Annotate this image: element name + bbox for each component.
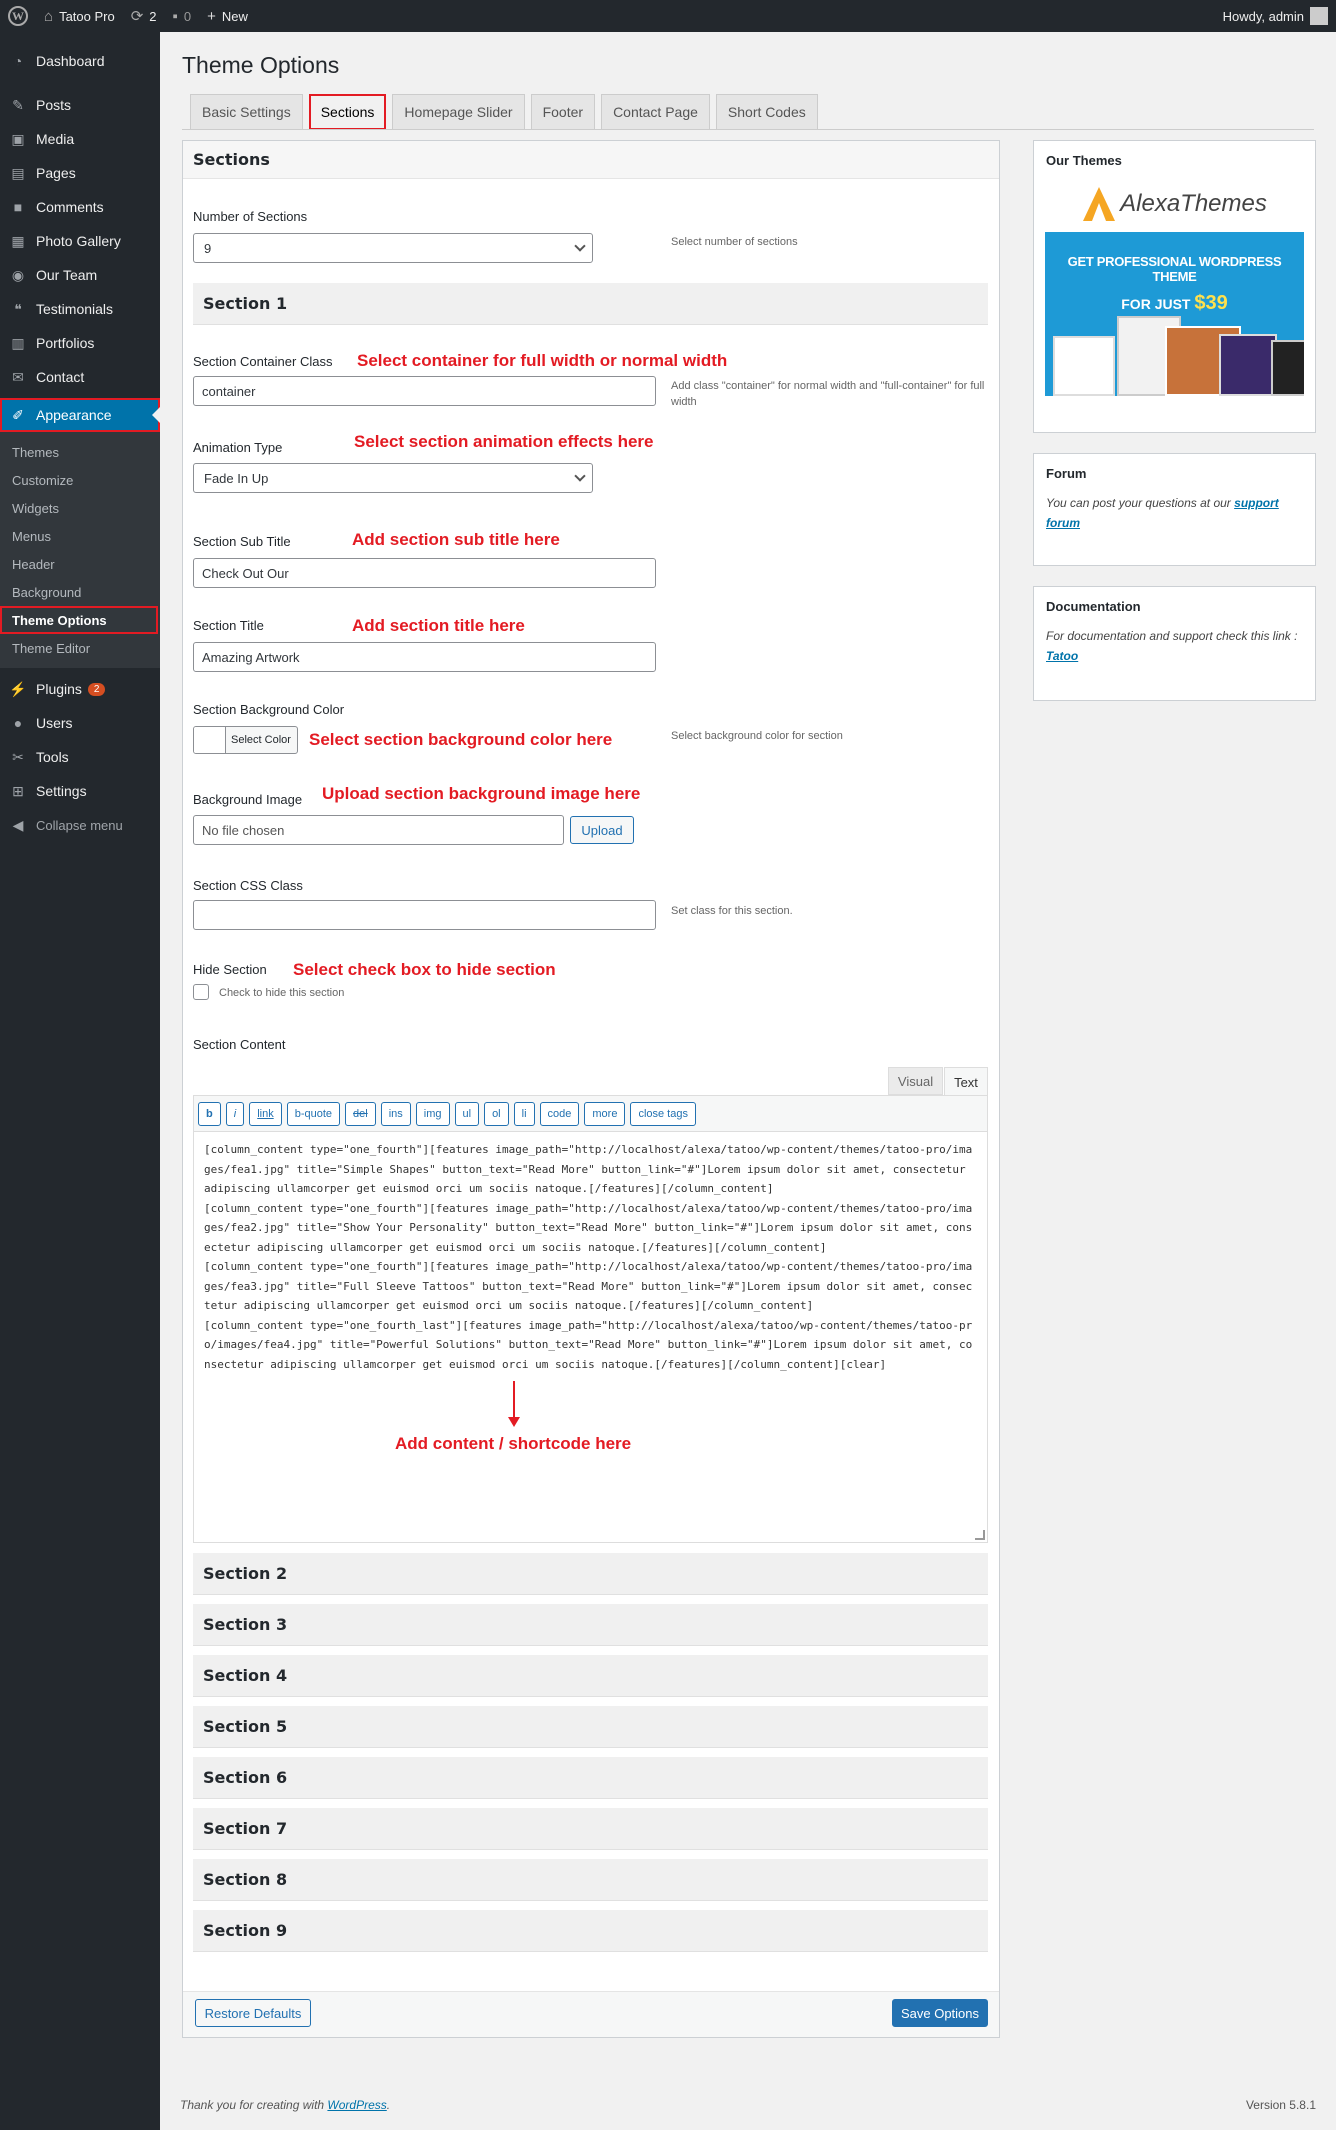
our-themes-widget (1033, 140, 1316, 433)
title-annotation: Add section title here (352, 616, 525, 635)
menu-label: Settings (36, 783, 87, 799)
admin-sidebar (0, 32, 160, 2130)
visual-tab[interactable]: Visual (888, 1067, 943, 1095)
submenu-widgets[interactable]: Widgets (12, 500, 59, 516)
menu-tools[interactable] (0, 740, 160, 774)
avatar (1310, 7, 1328, 25)
hide-section-label: Hide Section (193, 962, 267, 977)
text-tab[interactable]: Text (944, 1067, 988, 1096)
qt-link-button[interactable]: link (249, 1102, 282, 1126)
section-content-label: Section Content (193, 1037, 286, 1052)
documentation-title: Documentation (1046, 599, 1141, 614)
tab-basic-settings[interactable]: Basic Settings (190, 94, 303, 130)
menu-our-team[interactable] (0, 258, 160, 292)
menu-label: Dashboard (36, 53, 105, 69)
mail-icon: ✉ (12, 368, 24, 385)
menu-contact[interactable] (0, 360, 160, 394)
footer-version: Version 5.8.1 (1245, 2098, 1316, 2112)
forum-widget (1033, 453, 1316, 566)
tab-short-codes[interactable]: Short Codes (716, 94, 818, 130)
css-class-input[interactable] (193, 900, 656, 930)
qt-more-button[interactable]: more (584, 1102, 625, 1126)
menu-label: Our Team (36, 267, 98, 283)
subtitle-annotation: Add section sub title here (352, 530, 560, 549)
user-icon: ● (13, 715, 23, 731)
admin-bar (0, 0, 1336, 32)
bg-color-label: Section Background Color (193, 702, 345, 717)
sections-panel (182, 140, 1000, 2038)
chevron-down-icon (574, 470, 585, 481)
promo-headline: GET PROFESSIONAL WORDPRESS THEME (1067, 254, 1282, 284)
new-label: New (221, 8, 248, 24)
container-help: Add class "container" for normal width and "full-container" for full width (671, 380, 985, 408)
menu-label: Media (36, 131, 75, 147)
qt-bold-button[interactable]: b (198, 1102, 221, 1126)
footer-thanks-text: Thank you for creating with (180, 2098, 325, 2112)
plugin-icon: ⚡ (9, 680, 27, 697)
plugins-badge: 2 (88, 683, 106, 696)
promo-banner[interactable] (1045, 232, 1304, 396)
wordpress-link[interactable]: WordPress (327, 2098, 387, 2112)
bg-image-label: Background Image (193, 792, 303, 807)
qt-code-button[interactable]: code (540, 1102, 580, 1126)
menu-label: Users (36, 715, 73, 731)
panel-title: Sections (183, 141, 999, 179)
animation-annotation: Select section animation effects here (354, 432, 654, 451)
submenu-background[interactable]: Background (12, 584, 82, 600)
section-7-header[interactable]: Section 7 (193, 1808, 988, 1850)
num-sections-help: Select number of sections (671, 236, 798, 248)
section-1-header[interactable]: Section 1 (193, 283, 988, 325)
wrench-icon: ✂ (12, 748, 24, 765)
bg-image-annotation: Upload section background image here (322, 784, 641, 803)
submenu-theme-options[interactable]: Theme Options (0, 606, 158, 634)
section-8-header[interactable]: Section 8 (193, 1859, 988, 1901)
animation-select[interactable] (193, 463, 593, 493)
chevron-down-icon (574, 240, 585, 251)
quicktags-toolbar (194, 1096, 987, 1132)
container-input[interactable]: container (193, 376, 656, 406)
arrow-down-icon (508, 1417, 520, 1427)
section-4-header[interactable]: Section 4 (193, 1655, 988, 1697)
media-icon: ▣ (11, 130, 25, 147)
collapse-menu-button[interactable] (0, 808, 160, 842)
menu-dashboard[interactable] (0, 44, 160, 78)
menu-label: Posts (36, 97, 72, 113)
select-value: Fade In Up (204, 470, 269, 486)
arrow-line-icon (513, 1381, 515, 1419)
our-themes-title: Our Themes (1046, 153, 1122, 168)
qt-ul-button[interactable]: ul (455, 1102, 480, 1126)
menu-appearance[interactable] (0, 398, 160, 432)
save-options-button[interactable]: Save Options (892, 1999, 988, 2027)
color-picker-button[interactable] (193, 726, 298, 754)
editor-container (193, 1095, 988, 1543)
menu-testimonials[interactable] (0, 292, 160, 326)
menu-posts[interactable] (0, 88, 160, 122)
menu-label: Testimonials (36, 301, 114, 317)
menu-label: Contact (36, 369, 85, 385)
menu-label: Plugins (36, 681, 82, 697)
qt-del-button[interactable]: del (345, 1102, 376, 1126)
theme-preview-1 (1053, 336, 1115, 396)
file-path-input[interactable]: No file chosen (193, 815, 564, 845)
forum-title: Forum (1046, 466, 1087, 481)
support-forum-link[interactable]: support forum (1046, 496, 1279, 530)
menu-photo-gallery[interactable] (0, 224, 160, 258)
comment-icon: ■ (13, 199, 23, 215)
promo-price: $39 (1194, 292, 1228, 314)
menu-users[interactable] (0, 706, 160, 740)
refresh-icon: ⟳ (130, 8, 144, 25)
home-icon: ⌂ (44, 7, 54, 25)
num-sections-label: Number of Sections (193, 209, 308, 224)
forum-description: You can post your questions at our (1046, 496, 1231, 510)
theme-preview-5 (1271, 340, 1304, 396)
css-class-label: Section CSS Class (193, 878, 303, 893)
hide-section-check-label: Check to hide this section (219, 987, 345, 999)
site-name: Tatoo Pro (59, 8, 115, 24)
menu-media[interactable] (0, 122, 160, 156)
restore-defaults-button[interactable]: Restore Defaults (195, 1999, 311, 2027)
upload-button[interactable]: Upload (570, 816, 634, 844)
account-menu[interactable] (1223, 7, 1336, 25)
pin-icon: ✎ (12, 96, 24, 113)
subtitle-input[interactable]: Check Out Our (193, 558, 656, 588)
menu-comments[interactable] (0, 190, 160, 224)
qt-italic-button[interactable]: i (226, 1102, 244, 1126)
select-value: 9 (204, 240, 212, 256)
settings-icon: ⊞ (12, 782, 24, 799)
documentation-widget (1033, 586, 1316, 701)
menu-label: Collapse menu (36, 817, 123, 833)
footer-thanks: Thank you for creating with WordPress. (180, 2098, 391, 2112)
section-9-header[interactable]: Section 9 (193, 1910, 988, 1952)
content-textarea[interactable]: [column_content type="one_fourth"][features image_path="http://localhost/alexa/tatoo/wp-content/themes/tatoo-pro/images/fea1.jpg" title="Simple Shapes" button_text="Read More" button_link="#"]Lorem ipsum dolor sit amet, consectetur adipiscing ullamcorper get euismod orci um sociis natoque.[/features][/column_content] [column_content type="one_fourth"][features image_path="http://localhost/alexa/tatoo/wp-content/themes/tatoo-pro/images/fea2.jpg" title="Show Your Personality" button_text="Read More" button_link="#"]Lorem ipsum dolor sit amet, consectetur adipiscing ullamcorper get euismod orci um sociis natoque.[/features][/column_content] [column_content type="one_fourth"][features image_path="http://localhost/alexa/tatoo/wp-content/themes/tatoo-pro/images/fea3.jpg" title="Full Sleeve Tattoos" button_text="Read More" button_link="#"]Lorem ipsum dolor sit amet, consectetur adipiscing ullamcorper get euismod orci um sociis natoque.[/features][/column_content] [column_content type="one_fourth_last"][features image_path="http://localhost/alexa/tatoo/wp-content/themes/tatoo-pro/images/fea4.jpg" title="Powerful Solutions" button_text="Read More" button_link="#"]Lorem ipsum dolor sit amet, consectetur adipiscing ullamcorper get euismod orci um sociis natoque.[/features][/column_content][clear] (204, 1143, 973, 1371)
updates-count: 2 (149, 8, 157, 24)
menu-label: Appearance (36, 407, 112, 423)
comments-link[interactable] (165, 0, 200, 32)
title-input[interactable]: Amazing Artwork (193, 642, 656, 672)
hide-section-checkbox[interactable] (193, 984, 209, 1000)
animation-label: Animation Type (193, 440, 283, 455)
submenu-theme-editor[interactable]: Theme Editor (12, 640, 91, 656)
site-name-link[interactable] (36, 0, 123, 32)
tab-footer[interactable]: Footer (531, 94, 595, 130)
tatoo-doc-link[interactable]: Tatoo (1046, 649, 1079, 663)
hide-section-annotation: Select check box to hide section (293, 960, 556, 979)
qt-ol-button[interactable]: ol (484, 1102, 509, 1126)
page-title: Theme Options (182, 52, 340, 78)
tab-sections[interactable]: Sections (309, 94, 387, 130)
brush-icon: ✐ (12, 406, 24, 423)
promo-for-just: FOR JUST (1121, 296, 1191, 312)
qt-li-button[interactable]: li (514, 1102, 535, 1126)
menu-label: Comments (36, 199, 104, 215)
menu-label: Pages (36, 165, 76, 181)
page-icon: ▤ (11, 164, 25, 181)
title-label: Section Title (193, 618, 264, 633)
menu-settings[interactable] (0, 774, 160, 808)
tabs-divider (182, 129, 1314, 130)
alexa-logo-icon (1082, 185, 1116, 223)
container-label: Section Container Class (193, 354, 333, 369)
resize-handle-icon[interactable] (975, 1530, 985, 1540)
howdy-text: Howdy, admin (1222, 8, 1304, 24)
dashboard-icon: ◔ (13, 53, 23, 69)
menu-label: Photo Gallery (36, 233, 121, 249)
documentation-text (1034, 614, 1315, 666)
menu-label: Tools (36, 749, 69, 765)
submenu-themes[interactable]: Themes (12, 444, 59, 460)
wordpress-icon: W (8, 6, 28, 26)
promo-price-line (1045, 292, 1304, 315)
qt-close-tags-button[interactable]: close tags (630, 1102, 696, 1126)
num-sections-select[interactable] (193, 233, 593, 263)
bg-color-help: Select background color for section (671, 730, 843, 742)
color-swatch (194, 726, 226, 754)
new-content-link[interactable] (199, 0, 256, 32)
submenu-header[interactable]: Header (12, 556, 55, 572)
subtitle-label: Section Sub Title (193, 534, 291, 549)
alexathemes-logo[interactable] (1034, 184, 1315, 224)
appearance-submenu (0, 432, 160, 668)
section-6-header[interactable]: Section 6 (193, 1757, 988, 1799)
team-icon: ◉ (11, 266, 25, 283)
quote-icon: ❝ (14, 300, 22, 317)
menu-pages[interactable] (0, 156, 160, 190)
submenu-menus[interactable]: Menus (12, 528, 52, 544)
menu-label: Portfolios (36, 335, 95, 351)
menu-plugins[interactable] (0, 672, 160, 706)
comments-count: 0 (183, 8, 192, 24)
forum-text (1034, 481, 1315, 533)
qt-img-button[interactable]: img (416, 1102, 450, 1126)
gallery-icon: ▦ (11, 232, 25, 249)
plus-icon: + (207, 7, 216, 25)
container-annotation: Select container for full width or normal width (357, 351, 728, 370)
submenu-customize[interactable]: Customize (12, 472, 74, 488)
section-3-header[interactable]: Section 3 (193, 1604, 988, 1646)
wp-logo-menu[interactable] (0, 0, 36, 32)
content-annotation: Add content / shortcode here (395, 1434, 632, 1453)
collapse-icon: ◀ (12, 816, 24, 833)
documentation-description: For documentation and support check this link : (1046, 629, 1298, 643)
section-2-header[interactable]: Section 2 (193, 1553, 988, 1595)
logo-text: AlexaThemes (1120, 190, 1267, 217)
menu-portfolios[interactable] (0, 326, 160, 360)
qt-ins-button[interactable]: ins (381, 1102, 411, 1126)
updates-link[interactable] (123, 0, 165, 32)
comment-icon: ▪ (172, 7, 178, 25)
bg-color-annotation: Select section background color here (309, 730, 613, 749)
css-class-help: Set class for this section. (671, 905, 793, 917)
tab-homepage-slider[interactable]: Homepage Slider (392, 94, 524, 130)
tab-contact-page[interactable]: Contact Page (601, 94, 710, 130)
theme-preview-4 (1219, 334, 1277, 396)
portfolio-icon: ▥ (11, 334, 25, 351)
qt-blockquote-button[interactable]: b-quote (287, 1102, 340, 1126)
section-5-header[interactable]: Section 5 (193, 1706, 988, 1748)
color-picker-label: Select Color (231, 734, 291, 746)
options-tabs (190, 94, 818, 130)
